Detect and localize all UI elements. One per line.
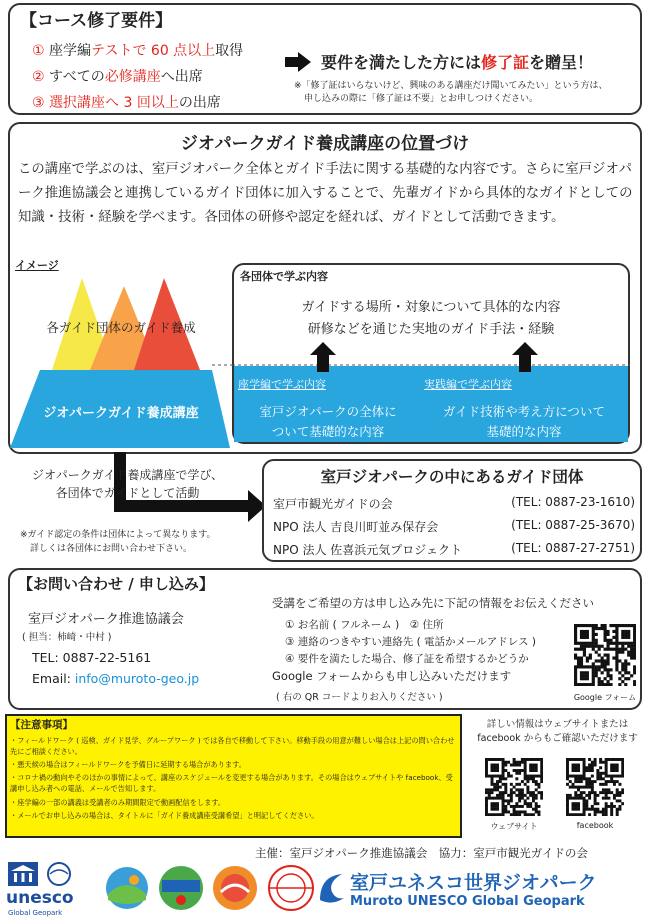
requirement-item-3 xyxy=(32,92,221,112)
requirements-title: 【コース修了要件】 xyxy=(20,11,173,31)
google-form-qr-label: Google フォーム xyxy=(573,693,637,702)
item-number: ② xyxy=(32,69,45,85)
award-text-end: を贈呈！ xyxy=(529,53,594,72)
apply-item: ④ 要件を満たした場合、修了証を希望するかどうか xyxy=(285,653,529,665)
item-highlight: テストで 60 点以上 xyxy=(91,43,216,59)
contact-title: 【お問い合わせ / 申し込み】 xyxy=(18,575,214,593)
apply-item: ③ 連絡のつきやすい連絡先 ( 電話かメールアドレス ) xyxy=(285,636,536,648)
muroto-geopark-logo-icon xyxy=(104,864,150,916)
geopark-logo-icon xyxy=(44,862,74,886)
mountain-label: 各ガイド団体のガイド養成 xyxy=(46,320,196,335)
google-form-text: Google フォームからも申し込みいただけます xyxy=(272,669,512,683)
group-content-line-1: ガイドする場所・対象について具体的な内容 xyxy=(301,300,561,315)
certificate-note: ※「修了証はいらないけど、興味のある講座だけ聞いてみたい」という方は、 申し込みの際に「修了証は不要」とお申しつけください。 xyxy=(294,81,608,104)
facebook-qr-label: facebook xyxy=(576,821,614,830)
left-head: 座学編で学ぶ内容 xyxy=(238,378,326,391)
right-arrow-icon xyxy=(285,52,311,72)
up-arrow-icon xyxy=(310,342,336,372)
notice-item: ・悪天候の場合はフィールドワークを予備日に延期する場合があります。 xyxy=(10,760,246,769)
facebook-qr-code[interactable] xyxy=(566,758,624,816)
sponsor-text: 主催：室戸ジオパーク推進協議会 協力：室戸市観光ガイドの会 xyxy=(255,846,588,860)
email-link[interactable]: info@muroto-geo.jp xyxy=(74,671,200,686)
item-text: の出席 xyxy=(178,95,221,111)
footer-title-jp: 室戸ユネスコ世界ジオパーク xyxy=(350,872,597,894)
item-text: すべての xyxy=(44,69,105,85)
unesco-temple-icon xyxy=(8,862,38,886)
item-number: ③ xyxy=(32,95,45,111)
study-text: ジオパークガイド養成講座で学び、 各団体でガイドとして活動 xyxy=(32,468,223,500)
notice-item: ・フィールドワーク ( 巡検、ガイド見学、グループワーク ) では各自で移動して下さい。移動手段の用意が難しい場合は上記の問い合わせ先にご相談ください。 xyxy=(10,736,455,756)
apply-intro: 受講をご希望の方は申し込み先に下記の情報をお伝えください xyxy=(272,596,594,610)
geoparks-japan-logo-icon xyxy=(156,864,206,916)
footer-title-en: Muroto UNESCO Global Geopark xyxy=(350,894,585,909)
item-text: 座学編 xyxy=(44,43,92,59)
guide-group-row: NPO 法人 吉良川町並み保存会 (TEL: 0887-25-3670) xyxy=(273,518,635,534)
positioning-body: この講座で学ぶのは、室戸ジオパーク全体とガイド手法に関する基礎的な内容です。さらに室戸ジオパーク推進協議会と連携しているガイド団体に加入することで、先輩ガイドから具体的なガイドとしての知識・技術・経験を学べます。各団体の研修や認定を経れば、ガイドとして活動できます。 xyxy=(18,162,633,225)
item-text: 取得 xyxy=(215,43,244,59)
notice-item: ・コロナ禍の動向やそのほかの事情によって、講座のスケジュールを変更する場合があります。その場合はウェブサイトや facebook、受講申し込み者への電話、メールで告知します。 xyxy=(10,773,453,793)
google-form-sub: ( 右の QR コードよりお入りください ) xyxy=(276,692,443,703)
apgn-logo-icon xyxy=(210,864,260,916)
google-form-qr-code[interactable] xyxy=(574,624,636,686)
item-highlight: 必修講座 xyxy=(104,69,161,85)
website-qr-code[interactable] xyxy=(485,758,543,816)
positioning-title: ジオパークガイド養成講座の位置づけ xyxy=(180,134,470,154)
global-network-logo-icon xyxy=(266,864,316,916)
unesco-text: unesco xyxy=(6,888,74,908)
right-head: 実践編で学ぶ内容 xyxy=(424,378,512,391)
award-text: 要件を満たした方には xyxy=(321,53,482,72)
contact-person: ( 担当：柿崎・中村 ) xyxy=(22,632,112,643)
right-text: ガイド技術や考え方について 基礎的な内容 xyxy=(443,404,605,439)
notice-title: 【注意事項】 xyxy=(10,719,73,731)
award-line xyxy=(285,50,593,73)
guide-groups-title: 室戸ジオパークの中にあるガイド団体 xyxy=(320,468,584,486)
contact-email-row: Email: info@muroto-geo.jp xyxy=(32,671,200,686)
base-label: ジオパークガイド養成講座 xyxy=(43,406,199,421)
item-number: ① xyxy=(32,43,45,59)
notice-item: ・座学編の一部の講義は受講者のみ期間限定で動画配信をします。 xyxy=(10,798,226,807)
contact-org: 室戸ジオパーク推進協議会 xyxy=(28,612,184,627)
unesco-logo xyxy=(6,862,78,920)
group-content-label: 各団体で学ぶ内容 xyxy=(240,270,328,283)
item-text: へ出席 xyxy=(160,69,203,85)
guide-group-row: 室戸市観光ガイドの会 (TEL: 0887-23-1610) xyxy=(273,495,635,511)
group-content-line-2: 研修などを通じた実地のガイド手法・経験 xyxy=(307,322,555,337)
mountain-diagram xyxy=(10,268,232,452)
up-arrow-icon xyxy=(512,342,538,372)
requirement-item-1 xyxy=(32,40,243,60)
cert-note: ※ガイド認定の条件は団体によって異なります。 詳しくは各団体にお問い合わせ下さい。 xyxy=(20,530,216,554)
muroto-wave-icon xyxy=(318,870,346,904)
apply-item: ① お名前 ( フルネーム ) ② 住所 xyxy=(285,619,444,631)
website-qr-label: ウェブサイト xyxy=(490,822,538,831)
contact-tel: TEL: 0887-22-5161 xyxy=(32,650,152,665)
guide-group-row: NPO 法人 佐喜浜元気プロジェクト (TEL: 0887-27-2751) xyxy=(273,541,635,557)
left-text: 室戸ジオパークの全体に ついて基礎的な内容 xyxy=(259,404,397,439)
side-info: 詳しい情報はウェブサイトまたは facebook からもご確認いただけます xyxy=(477,719,638,744)
unesco-subtext: Global Geopark xyxy=(8,909,63,917)
requirement-item-2 xyxy=(32,66,203,86)
image-label: イメージ xyxy=(15,259,59,272)
award-highlight: 修了証 xyxy=(481,53,530,72)
item-highlight: 選択講座へ 3 回以上 xyxy=(49,95,179,111)
notice-item: ・メールでお申し込みの場合は、タイトルに「ガイド養成講座受講希望」と明記してください。 xyxy=(10,811,319,820)
